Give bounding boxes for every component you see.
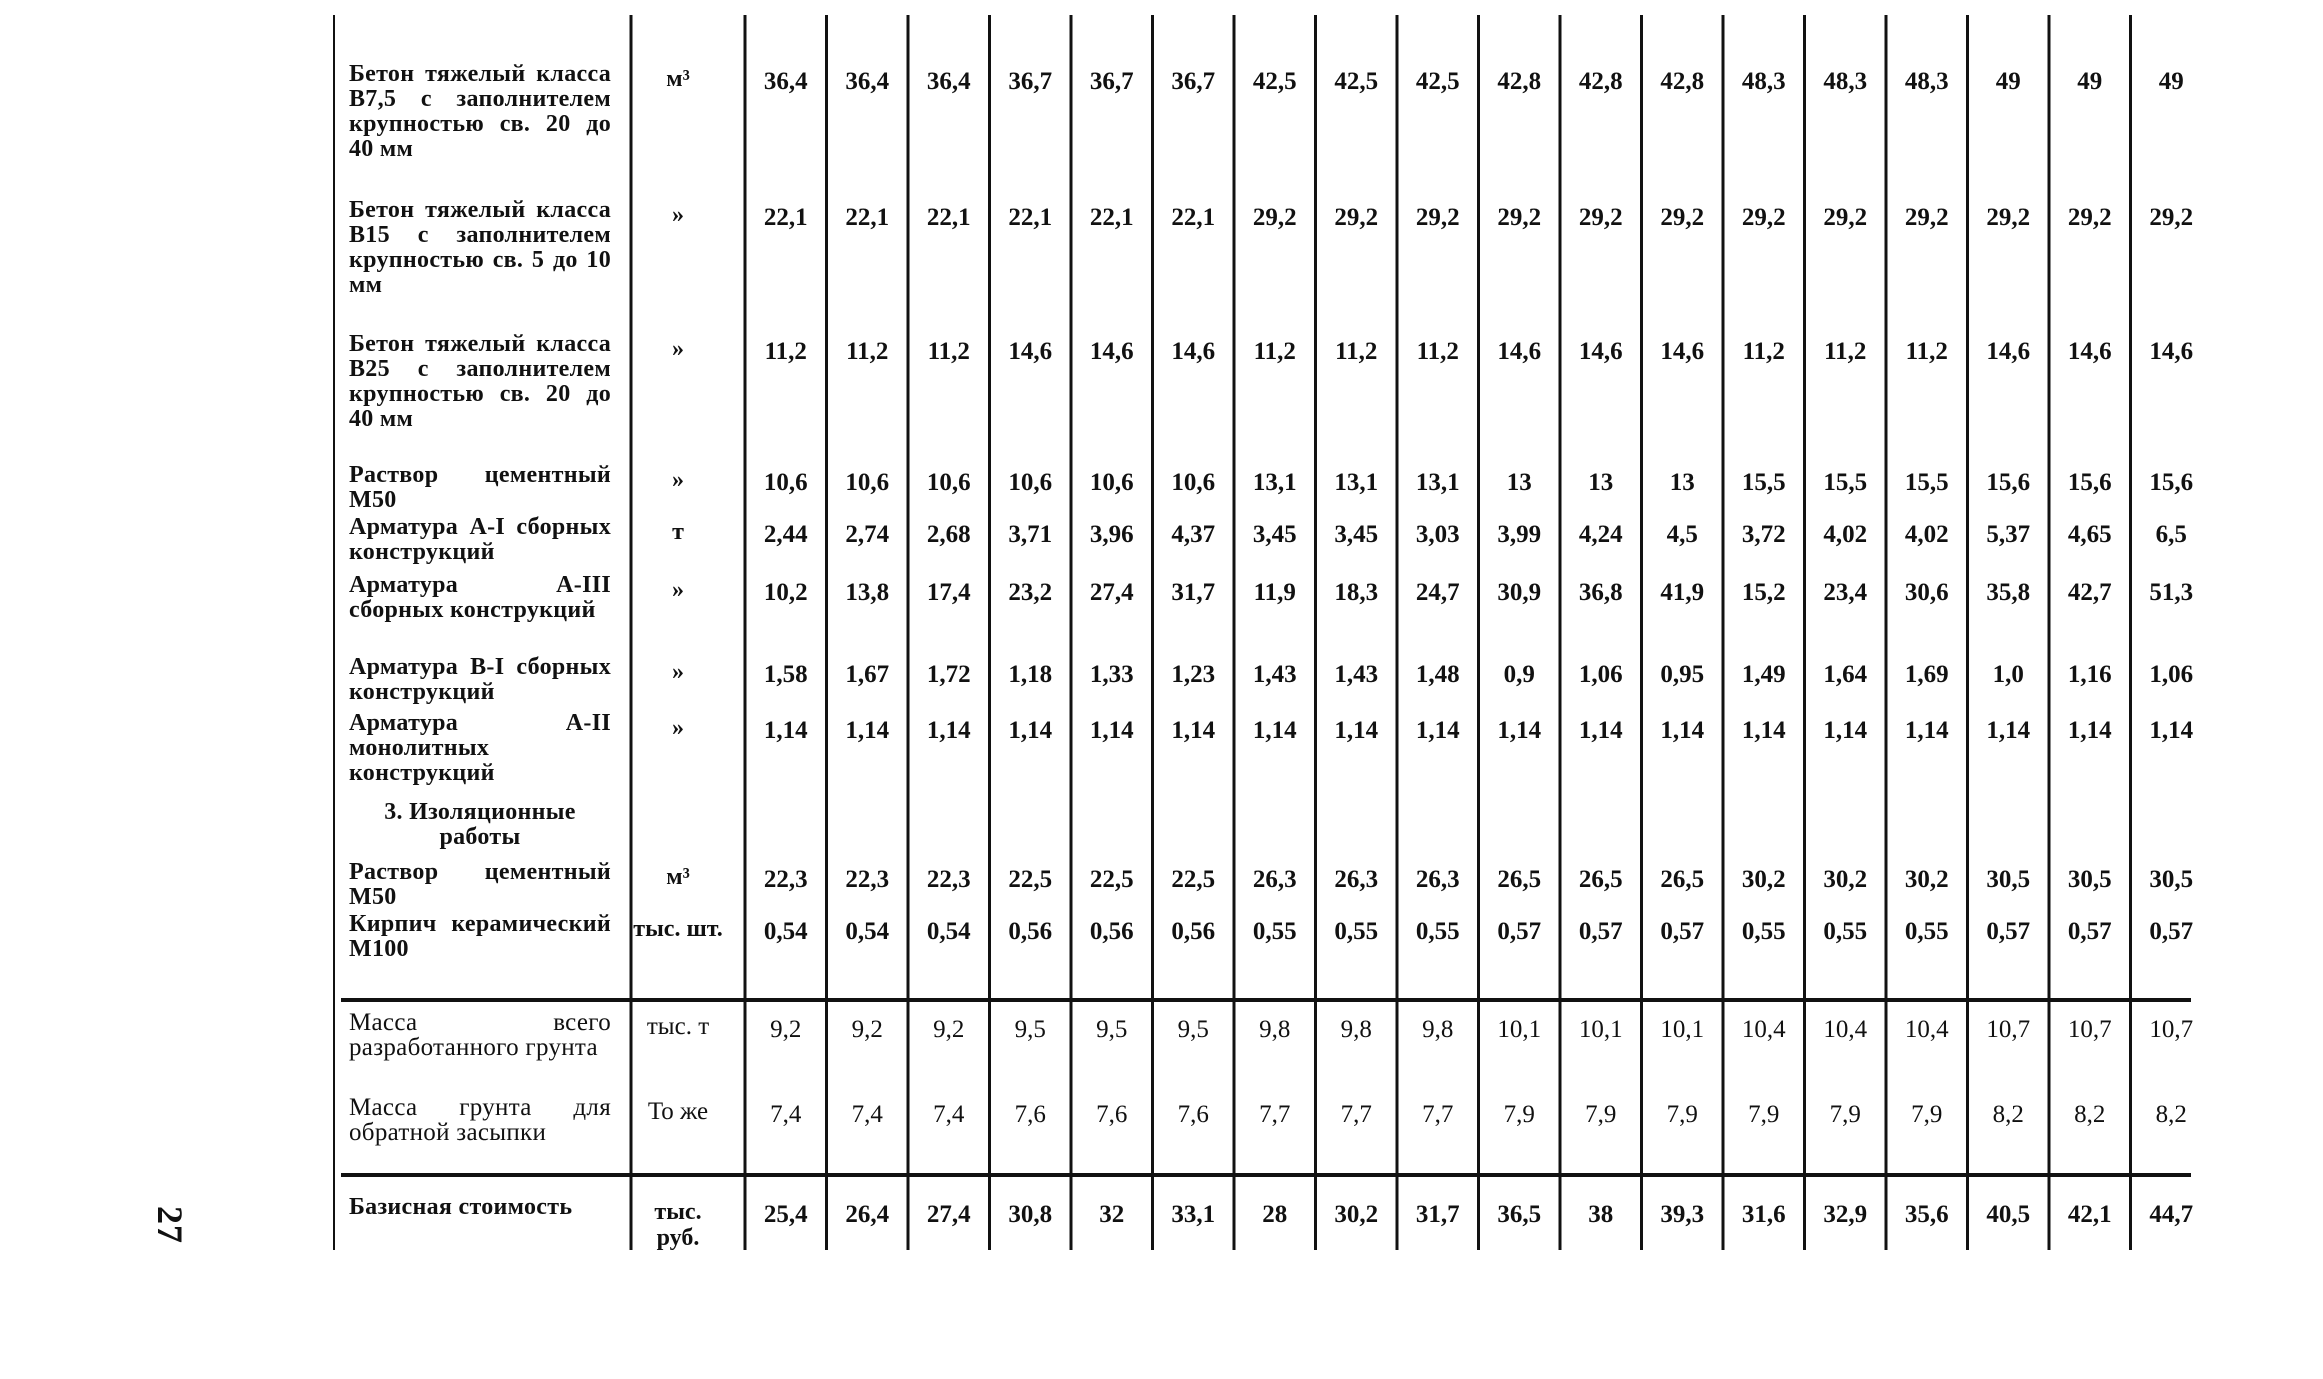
row-name: Кирпич керамический М100 (349, 911, 611, 962)
value-cell: 1,14 (1171, 717, 1216, 744)
value-cell: 51,3 (2149, 579, 2194, 606)
value-cell: 26,3 (1415, 866, 1460, 893)
value-cell: 2,68 (926, 521, 971, 548)
value-cell: 11,2 (1335, 338, 1378, 365)
value-cell: 0,56 (1008, 918, 1053, 945)
value-cell: 26,3 (1252, 866, 1297, 893)
row-unit: » (672, 659, 684, 685)
value-cell: 10,6 (926, 469, 971, 496)
value-cell: 1,14 (1904, 717, 1949, 744)
value-cell: 49 (2077, 68, 2103, 95)
value-cell: 7,9 (1666, 1101, 1698, 1128)
row-name: Масса всего разработанного грунта (349, 1009, 611, 1061)
value-cell: 15,6 (2067, 469, 2112, 496)
value-cell: 3,96 (1089, 521, 1134, 548)
row-name: Базисная стоимость (349, 1194, 573, 1220)
value-cell: 2,74 (845, 521, 890, 548)
value-cell: 9,2 (851, 1016, 883, 1043)
value-cell: 22,5 (1008, 866, 1053, 893)
value-cell: 0,57 (1986, 918, 2031, 945)
value-cell: 32 (1099, 1201, 1125, 1228)
value-cell: 42,8 (1578, 68, 1623, 95)
value-cell: 7,9 (1503, 1101, 1535, 1128)
value-cell: 7,7 (1422, 1101, 1454, 1128)
value-cell: 7,6 (1177, 1101, 1209, 1128)
value-cell: 13 (1588, 469, 1614, 496)
value-cell: 36,4 (926, 68, 971, 95)
value-cell: 22,1 (1008, 204, 1053, 231)
value-cell: 32,9 (1823, 1201, 1868, 1228)
value-cell: 3,03 (1415, 521, 1460, 548)
value-cell: 1,14 (1660, 717, 1705, 744)
value-cell: 10,4 (1741, 1016, 1786, 1043)
value-cell: 6,5 (2155, 521, 2187, 548)
value-cell: 29,2 (1334, 204, 1379, 231)
value-cell: 9,2 (933, 1016, 965, 1043)
row-name: Бетон тяжелый класса В15 с заполнителем крупностью св. 5 до 10 мм (349, 197, 611, 298)
value-cell: 42,8 (1497, 68, 1542, 95)
value-cell: 40,5 (1986, 1201, 2031, 1228)
value-cell: 14,6 (1986, 338, 2031, 365)
value-cell: 11,2 (1905, 338, 1948, 365)
row-unit: м³ (666, 66, 690, 92)
value-cell: 13,8 (845, 579, 890, 606)
value-cell: 0,57 (1497, 918, 1542, 945)
value-cell: 3,99 (1497, 521, 1542, 548)
value-cell: 33,1 (1171, 1201, 1216, 1228)
value-cell: 7,4 (933, 1101, 965, 1128)
data-table (333, 15, 2193, 1255)
value-cell: 1,14 (1497, 717, 1542, 744)
row-name: Арматура А-III сборных конструкций (349, 572, 611, 623)
value-cell: 13 (1669, 469, 1695, 496)
row-unit: » (672, 202, 684, 228)
value-cell: 29,2 (1904, 204, 1949, 231)
value-cell: 29,2 (1497, 204, 1542, 231)
value-cell: 30,6 (1904, 579, 1949, 606)
value-cell: 30,8 (1008, 1201, 1053, 1228)
value-cell: 9,8 (1259, 1016, 1291, 1043)
value-cell: 15,6 (2149, 469, 2194, 496)
value-cell: 26,5 (1497, 866, 1542, 893)
value-cell: 4,02 (1904, 521, 1949, 548)
value-cell: 39,3 (1660, 1201, 1705, 1228)
value-cell: 10,6 (1008, 469, 1053, 496)
value-cell: 7,7 (1259, 1101, 1291, 1128)
value-cell: 23,2 (1008, 579, 1053, 606)
value-cell: 4,37 (1171, 521, 1216, 548)
value-cell: 30,5 (1986, 866, 2031, 893)
value-cell: 22,1 (845, 204, 890, 231)
value-cell: 8,2 (1992, 1101, 2024, 1128)
value-cell: 42,5 (1334, 68, 1379, 95)
value-cell: 3,45 (1334, 521, 1379, 548)
value-cell: 14,6 (1497, 338, 1542, 365)
value-cell: 30,9 (1497, 579, 1542, 606)
value-cell: 0,55 (1741, 918, 1786, 945)
value-cell: 1,14 (926, 717, 971, 744)
row-name: Бетон тяжелый класса В7,5 с заполнителем крупностью св. 20 до 40 мм (349, 61, 611, 162)
value-cell: 22,3 (845, 866, 890, 893)
value-cell: 49 (1995, 68, 2021, 95)
value-cell: 29,2 (1578, 204, 1623, 231)
value-cell: 36,4 (845, 68, 890, 95)
row-name: Раствор цементный М50 (349, 859, 611, 910)
value-cell: 4,65 (2067, 521, 2112, 548)
value-cell: 7,9 (1748, 1101, 1780, 1128)
value-cell: 42,1 (2067, 1201, 2112, 1228)
value-cell: 14,6 (2067, 338, 2112, 365)
value-cell: 13 (1506, 469, 1532, 496)
row-unit: тыс. шт. (633, 916, 723, 942)
row-unit: тыс. т (646, 1013, 710, 1040)
value-cell: 22,3 (763, 866, 808, 893)
value-cell: 30,2 (1904, 866, 1949, 893)
value-cell: 1,67 (845, 661, 890, 688)
value-cell: 28 (1262, 1201, 1288, 1228)
value-cell: 1,14 (1578, 717, 1623, 744)
value-cell: 29,2 (1986, 204, 2031, 231)
value-cell: 1,69 (1904, 661, 1949, 688)
value-cell: 1,43 (1334, 661, 1379, 688)
value-cell: 7,9 (1829, 1101, 1861, 1128)
value-cell: 0,57 (2149, 918, 2194, 945)
row-unit: тыс. руб. (654, 1199, 702, 1251)
page-number: 27 (150, 1206, 190, 1244)
value-cell: 26,4 (845, 1201, 890, 1228)
value-cell: 9,5 (1177, 1016, 1209, 1043)
value-cell: 0,95 (1660, 661, 1705, 688)
value-cell: 30,5 (2067, 866, 2112, 893)
value-cell: 4,02 (1823, 521, 1868, 548)
value-cell: 11,2 (1824, 338, 1867, 365)
value-cell: 1,14 (1415, 717, 1460, 744)
value-cell: 14,6 (1089, 338, 1134, 365)
value-cell: 31,7 (1415, 1201, 1460, 1228)
value-cell: 14,6 (1660, 338, 1705, 365)
value-cell: 1,33 (1089, 661, 1134, 688)
value-cell: 11,2 (1742, 338, 1785, 365)
value-cell: 9,8 (1422, 1016, 1454, 1043)
value-cell: 1,14 (1089, 717, 1134, 744)
value-cell: 7,4 (851, 1101, 883, 1128)
value-cell: 11,2 (846, 338, 889, 365)
row-name: Бетон тяжелый класса В25 с заполнителем крупностью св. 20 до 40 мм (349, 331, 611, 432)
value-cell: 4,5 (1666, 521, 1698, 548)
value-cell: 1,72 (926, 661, 971, 688)
value-cell: 1,14 (1741, 717, 1786, 744)
row-unit: » (672, 467, 684, 493)
value-cell: 10,7 (2067, 1016, 2112, 1043)
value-cell: 35,6 (1904, 1201, 1949, 1228)
value-cell: 2,44 (763, 521, 808, 548)
value-cell: 0,57 (1660, 918, 1705, 945)
value-cell: 1,0 (1992, 661, 2024, 688)
value-cell: 14,6 (1008, 338, 1053, 365)
value-cell: 1,58 (763, 661, 808, 688)
value-cell: 48,3 (1904, 68, 1949, 95)
value-cell: 22,1 (926, 204, 971, 231)
value-cell: 14,6 (1171, 338, 1216, 365)
value-cell: 0,54 (926, 918, 971, 945)
value-cell: 29,2 (1741, 204, 1786, 231)
value-cell: 29,2 (1823, 204, 1868, 231)
value-cell: 13,1 (1415, 469, 1460, 496)
value-cell: 18,3 (1334, 579, 1379, 606)
value-cell: 3,45 (1252, 521, 1297, 548)
value-cell: 22,1 (1089, 204, 1134, 231)
value-cell: 29,2 (2067, 204, 2112, 231)
row-name: Раствор цементный М50 (349, 462, 611, 513)
value-cell: 7,7 (1340, 1101, 1372, 1128)
value-cell: 31,6 (1741, 1201, 1786, 1228)
value-cell: 3,71 (1008, 521, 1053, 548)
row-name: Арматура А-II монолитных конструкций (349, 710, 611, 786)
value-cell: 1,16 (2067, 661, 2112, 688)
value-cell: 1,14 (763, 717, 808, 744)
value-cell: 29,2 (2149, 204, 2194, 231)
row-name: Арматура А-I сборных конструкций (349, 514, 611, 565)
value-cell: 11,2 (764, 338, 807, 365)
value-cell: 0,56 (1171, 918, 1216, 945)
value-cell: 9,5 (1014, 1016, 1046, 1043)
value-cell: 22,5 (1089, 866, 1134, 893)
row-unit: м³ (666, 864, 690, 890)
value-cell: 48,3 (1741, 68, 1786, 95)
value-cell: 7,6 (1014, 1101, 1046, 1128)
value-cell: 31,7 (1171, 579, 1216, 606)
value-cell: 22,1 (763, 204, 808, 231)
value-cell: 13,1 (1252, 469, 1297, 496)
value-cell: 10,6 (845, 469, 890, 496)
value-cell: 1,14 (1823, 717, 1868, 744)
value-cell: 11,2 (1416, 338, 1459, 365)
value-cell: 0,9 (1503, 661, 1535, 688)
value-cell: 25,4 (763, 1201, 808, 1228)
value-cell: 0,55 (1415, 918, 1460, 945)
value-cell: 30,5 (2149, 866, 2194, 893)
value-cell: 15,2 (1741, 579, 1786, 606)
value-cell: 30,2 (1823, 866, 1868, 893)
value-cell: 24,7 (1415, 579, 1460, 606)
row-name: Масса грунта для обратной засыпки (349, 1094, 611, 1146)
value-cell: 0,57 (2067, 918, 2112, 945)
value-cell: 36,7 (1171, 68, 1216, 95)
value-cell: 1,48 (1415, 661, 1460, 688)
value-cell: 1,06 (2149, 661, 2194, 688)
value-cell: 11,2 (1253, 338, 1296, 365)
value-cell: 7,9 (1585, 1101, 1617, 1128)
value-cell: 1,43 (1252, 661, 1297, 688)
value-cell: 11,2 (927, 338, 970, 365)
value-cell: 4,24 (1578, 521, 1623, 548)
value-cell: 30,2 (1334, 1201, 1379, 1228)
value-cell: 0,54 (845, 918, 890, 945)
table-grid (333, 15, 2193, 1255)
value-cell: 38 (1588, 1201, 1614, 1228)
value-cell: 1,14 (2067, 717, 2112, 744)
value-cell: 0,56 (1089, 918, 1134, 945)
value-cell: 29,2 (1660, 204, 1705, 231)
value-cell: 29,2 (1252, 204, 1297, 231)
value-cell: 7,4 (770, 1101, 802, 1128)
value-cell: 0,55 (1823, 918, 1868, 945)
value-cell: 26,5 (1578, 866, 1623, 893)
value-cell: 9,8 (1340, 1016, 1372, 1043)
value-cell: 36,4 (763, 68, 808, 95)
value-cell: 44,7 (2149, 1201, 2194, 1228)
value-cell: 27,4 (926, 1201, 971, 1228)
value-cell: 0,55 (1252, 918, 1297, 945)
value-cell: 10,2 (763, 579, 808, 606)
value-cell: 10,4 (1823, 1016, 1868, 1043)
value-cell: 1,14 (845, 717, 890, 744)
row-name: Арматура В-I сборных конструкций (349, 654, 611, 705)
value-cell: 11,9 (1253, 579, 1296, 606)
value-cell: 1,14 (1986, 717, 2031, 744)
value-cell: 8,2 (2074, 1101, 2106, 1128)
value-cell: 35,8 (1986, 579, 2031, 606)
value-cell: 0,54 (763, 918, 808, 945)
value-cell: 14,6 (1578, 338, 1623, 365)
value-cell: 41,9 (1660, 579, 1705, 606)
value-cell: 5,37 (1986, 521, 2031, 548)
section-heading: 3. Изоляционные работы (384, 799, 576, 850)
value-cell: 27,4 (1089, 579, 1134, 606)
value-cell: 10,6 (1089, 469, 1134, 496)
value-cell: 7,9 (1911, 1101, 1943, 1128)
value-cell: 1,14 (1008, 717, 1053, 744)
value-cell: 10,1 (1660, 1016, 1705, 1043)
value-cell: 10,1 (1578, 1016, 1623, 1043)
value-cell: 1,14 (2149, 717, 2194, 744)
value-cell: 1,06 (1578, 661, 1623, 688)
value-cell: 1,64 (1823, 661, 1868, 688)
value-cell: 7,6 (1096, 1101, 1128, 1128)
value-cell: 42,5 (1415, 68, 1460, 95)
value-cell: 1,18 (1008, 661, 1053, 688)
value-cell: 26,3 (1334, 866, 1379, 893)
value-cell: 0,55 (1334, 918, 1379, 945)
value-cell: 15,5 (1741, 469, 1786, 496)
value-cell: 36,5 (1497, 1201, 1542, 1228)
value-cell: 36,7 (1008, 68, 1053, 95)
value-cell: 1,49 (1741, 661, 1786, 688)
value-cell: 22,3 (926, 866, 971, 893)
value-cell: 9,5 (1096, 1016, 1128, 1043)
value-cell: 42,5 (1252, 68, 1297, 95)
row-unit: » (672, 577, 684, 603)
value-cell: 29,2 (1415, 204, 1460, 231)
value-cell: 14,6 (2149, 338, 2194, 365)
value-cell: 49 (2158, 68, 2184, 95)
value-cell: 10,6 (763, 469, 808, 496)
value-cell: 23,4 (1823, 579, 1868, 606)
value-cell: 0,57 (1578, 918, 1623, 945)
value-cell: 0,55 (1904, 918, 1949, 945)
value-cell: 22,1 (1171, 204, 1216, 231)
value-cell: 17,4 (926, 579, 971, 606)
value-cell: 10,6 (1171, 469, 1216, 496)
value-cell: 1,23 (1171, 661, 1216, 688)
value-cell: 22,5 (1171, 866, 1216, 893)
value-cell: 9,2 (770, 1016, 802, 1043)
value-cell: 15,6 (1986, 469, 2031, 496)
row-unit: То же (647, 1098, 709, 1125)
value-cell: 36,8 (1578, 579, 1623, 606)
value-cell: 10,1 (1497, 1016, 1542, 1043)
row-unit: » (672, 715, 684, 741)
value-cell: 15,5 (1823, 469, 1868, 496)
value-cell: 1,14 (1334, 717, 1379, 744)
value-cell: 15,5 (1904, 469, 1949, 496)
value-cell: 1,14 (1252, 717, 1297, 744)
row-unit: » (672, 336, 684, 362)
value-cell: 26,5 (1660, 866, 1705, 893)
value-cell: 48,3 (1823, 68, 1868, 95)
value-cell: 30,2 (1741, 866, 1786, 893)
value-cell: 13,1 (1334, 469, 1379, 496)
value-cell: 10,4 (1904, 1016, 1949, 1043)
row-unit: т (672, 519, 684, 545)
value-cell: 8,2 (2155, 1101, 2187, 1128)
value-cell: 42,7 (2067, 579, 2112, 606)
value-cell: 10,7 (2149, 1016, 2194, 1043)
value-cell: 10,7 (1986, 1016, 2031, 1043)
value-cell: 42,8 (1660, 68, 1705, 95)
value-cell: 36,7 (1089, 68, 1134, 95)
value-cell: 3,72 (1741, 521, 1786, 548)
